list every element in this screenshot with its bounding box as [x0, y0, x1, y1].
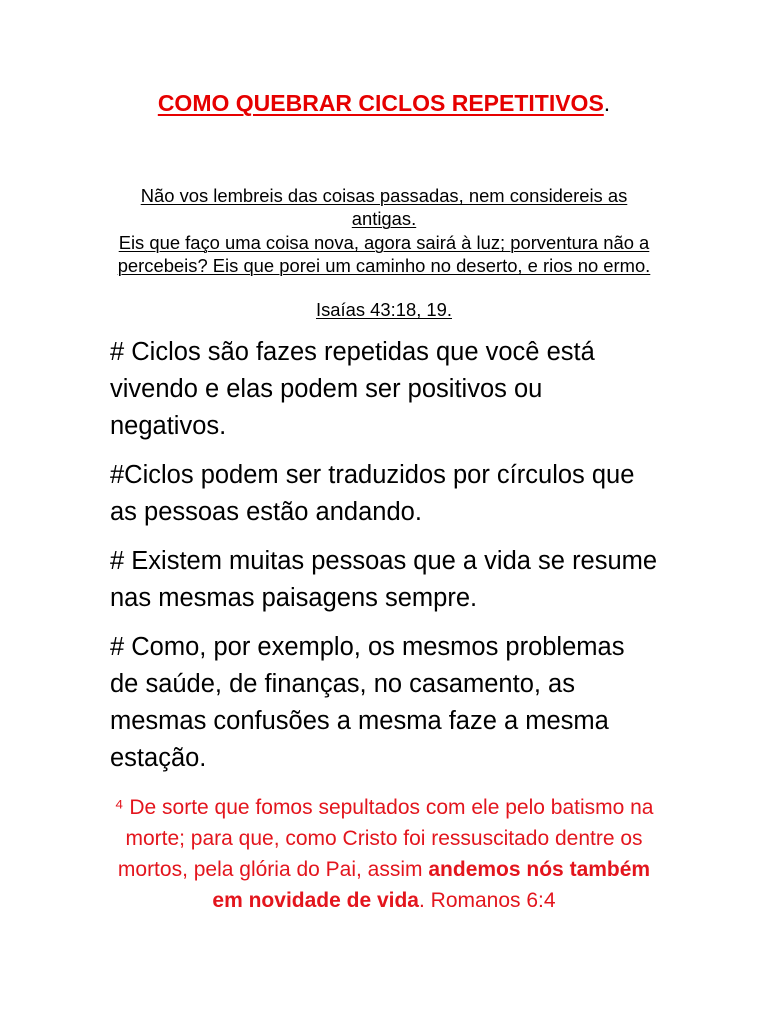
paragraph-line: nas mesmas paisagens sempre.: [110, 584, 478, 612]
paragraph-line: # Ciclos são fazes repetidas que você está: [110, 338, 595, 366]
body-text: [110, 334, 750, 789]
verse-line: [0, 885, 768, 916]
paragraph-line: as pessoas estão andando.: [110, 498, 422, 526]
verse-quote: [0, 792, 768, 916]
body-paragraph: [110, 334, 750, 445]
paragraph-line: # Como, por exemplo, os mesmos problemas: [110, 633, 625, 661]
document-title: [0, 88, 768, 118]
verse-line: morte; para que, como Cristo foi ressuscitado dentre os: [125, 827, 643, 850]
paragraph-line: negativos.: [110, 412, 227, 440]
paragraph-line: estação.: [110, 744, 207, 772]
verse-text: mortos, pela glória do Pai, assim: [117, 858, 423, 881]
epigraph-line: Eis que faço uma coisa nova, agora sairá à luz; porventura não a: [118, 232, 650, 253]
scripture-reference: Isaías 43:18, 19.: [316, 299, 452, 320]
body-paragraph: [110, 629, 750, 777]
body-paragraph: [110, 457, 750, 531]
paragraph-line: vivendo e elas podem ser positivos ou: [110, 375, 543, 403]
paragraph-line: mesmas confusões a mesma faze a mesma: [110, 707, 609, 735]
epigraph-line: Não vos lembreis das coisas passadas, nem considereis as: [140, 185, 628, 206]
epigraph-line: antigas.: [351, 208, 417, 229]
verse-line: ⁴ De sorte que fomos sepultados com ele pelo batismo na: [114, 796, 654, 819]
paragraph-line: de saúde, de finanças, no casamento, as: [110, 670, 575, 698]
verse-emphasis: em novidade de vida: [212, 889, 419, 912]
epigraph-line: percebeis? Eis que porei um caminho no deserto, e rios no ermo.: [117, 255, 651, 276]
paragraph-line: # Existem muitas pessoas que a vida se resume: [110, 547, 658, 575]
verse-emphasis: andemos nós também: [428, 858, 651, 881]
verse-reference: . Romanos 6:4: [419, 889, 556, 912]
title-period: .: [603, 90, 611, 116]
paragraph-line: #Ciclos podem ser traduzidos por círculos que: [110, 461, 635, 489]
verse-line: [0, 854, 768, 885]
epigraph-quote: [0, 184, 768, 277]
body-paragraph: [110, 543, 750, 617]
title-text: COMO QUEBRAR CICLOS REPETITIVOS: [157, 90, 604, 116]
